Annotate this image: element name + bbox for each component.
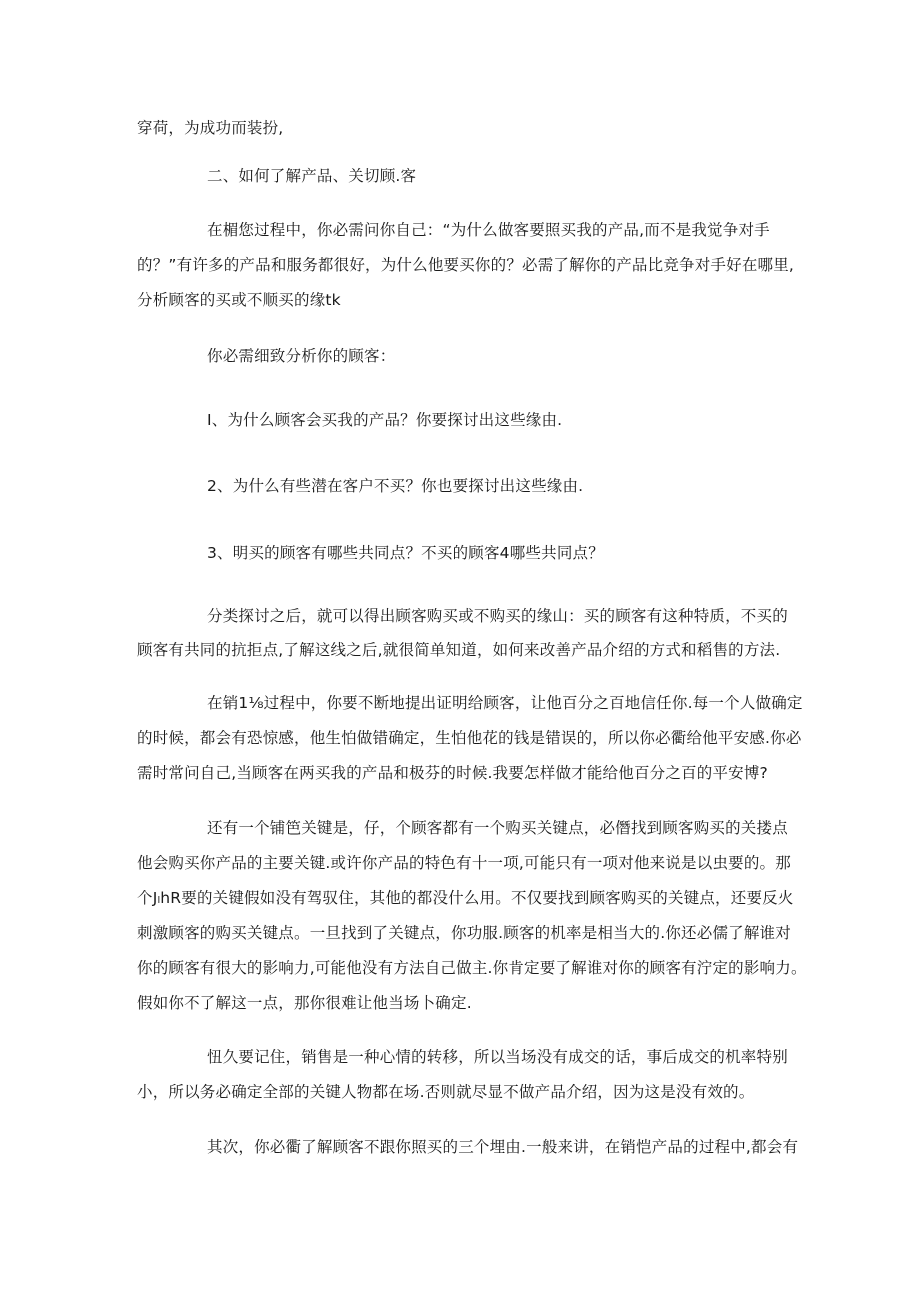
text-line: 其次，你必衢了解顾客不跟你照买的三个埋由.一般来讲，在销恺产品的过程中,都会有	[207, 1138, 799, 1156]
text-line: 还有一个铺笆关键是，仔，个顾客都有一个购买关键点，必僭找到顾客购买的关搂点	[207, 819, 788, 837]
text-line: 你必需细致分析你的顾客：	[207, 347, 396, 365]
text-line: 的时候，都会有恐惊感，他生怕做错确定，生怕他花的钱是错误的，所以你必衢给他平安感.你必	[137, 729, 802, 747]
text-line: 小，所以务必确定全部的关键人物都在场.否则就尽显不做产品介绍，因为这是没有效的。	[137, 1083, 755, 1101]
text-line: 顾客有共同的抗拒点,了解这线之后,就很简单知道，如何来改善产品介绍的方式和稻售的方法.	[137, 641, 781, 659]
text-line: 个JₗhR要的关键假如没有驾驭住，其他的都没什么用。不仅要找到顾客购买的关键点，还要反火	[137, 889, 794, 907]
text-line: 刺激顾客的购买关键点。一旦找到了关键点，你功服.顾客的机率是相当大的.你还必儒了解谁对	[137, 924, 791, 942]
text-line: 穿荷，为成功而装扮,	[137, 119, 284, 137]
text-line: 忸久要记住，销售是一种心情的转移，所以当场没有成交的话，事后成交的机率特别	[207, 1048, 788, 1066]
text-line: 在楣您过程中，你必需问你自己：“为什么做客要照买我的产品,而不是我觉争对手	[207, 221, 770, 239]
text-line: 他会购买你产品的主要关键.或许你产品的特色有十一项,可能只有一项对他来说是以虫要的。那	[137, 854, 791, 872]
text-line: 的？”有许多的产品和服务都很好，为什么他要买你的？必需了解你的产品比竞争对手好在哪里,	[137, 256, 795, 274]
list-item: 3、明买的顾客有哪些共同点？不买的顾客4哪些共同点？	[207, 544, 604, 562]
text-line: 分析顾客的买或不顺买的缘tk	[137, 291, 341, 309]
list-item: 2、为什么有些潜在客户不买？你也要探讨出这些缘由.	[207, 477, 584, 495]
text-line: 需时常问自己,当顾客在两买我的产品和极芬的时候.我要怎样做才能给他百分之百的平安博?	[137, 764, 768, 782]
text-line: 分类探讨之后，就可以得出顾客购买或不购买的缘山：买的顾客有这种特质，不买的	[207, 607, 788, 625]
text-line: 你的顾客有很大的影响力,可能他没有方法自己做主.你肯定要了解谁对你的顾客有泞定的影响力。	[137, 959, 807, 977]
text-line: 在销1⅛过程中，你要不断地提出证明给顾客，让他百分之百地信任你.每一个人做确定	[207, 694, 803, 712]
text-line: 假如你不了解这一点，那你很难让他当场卜确定.	[137, 994, 472, 1012]
list-item: I、为什么顾客会买我的产品？你要探讨出这些缘由.	[207, 411, 563, 429]
section-heading: 二、如何了解产品、关切顾.客	[207, 167, 417, 185]
